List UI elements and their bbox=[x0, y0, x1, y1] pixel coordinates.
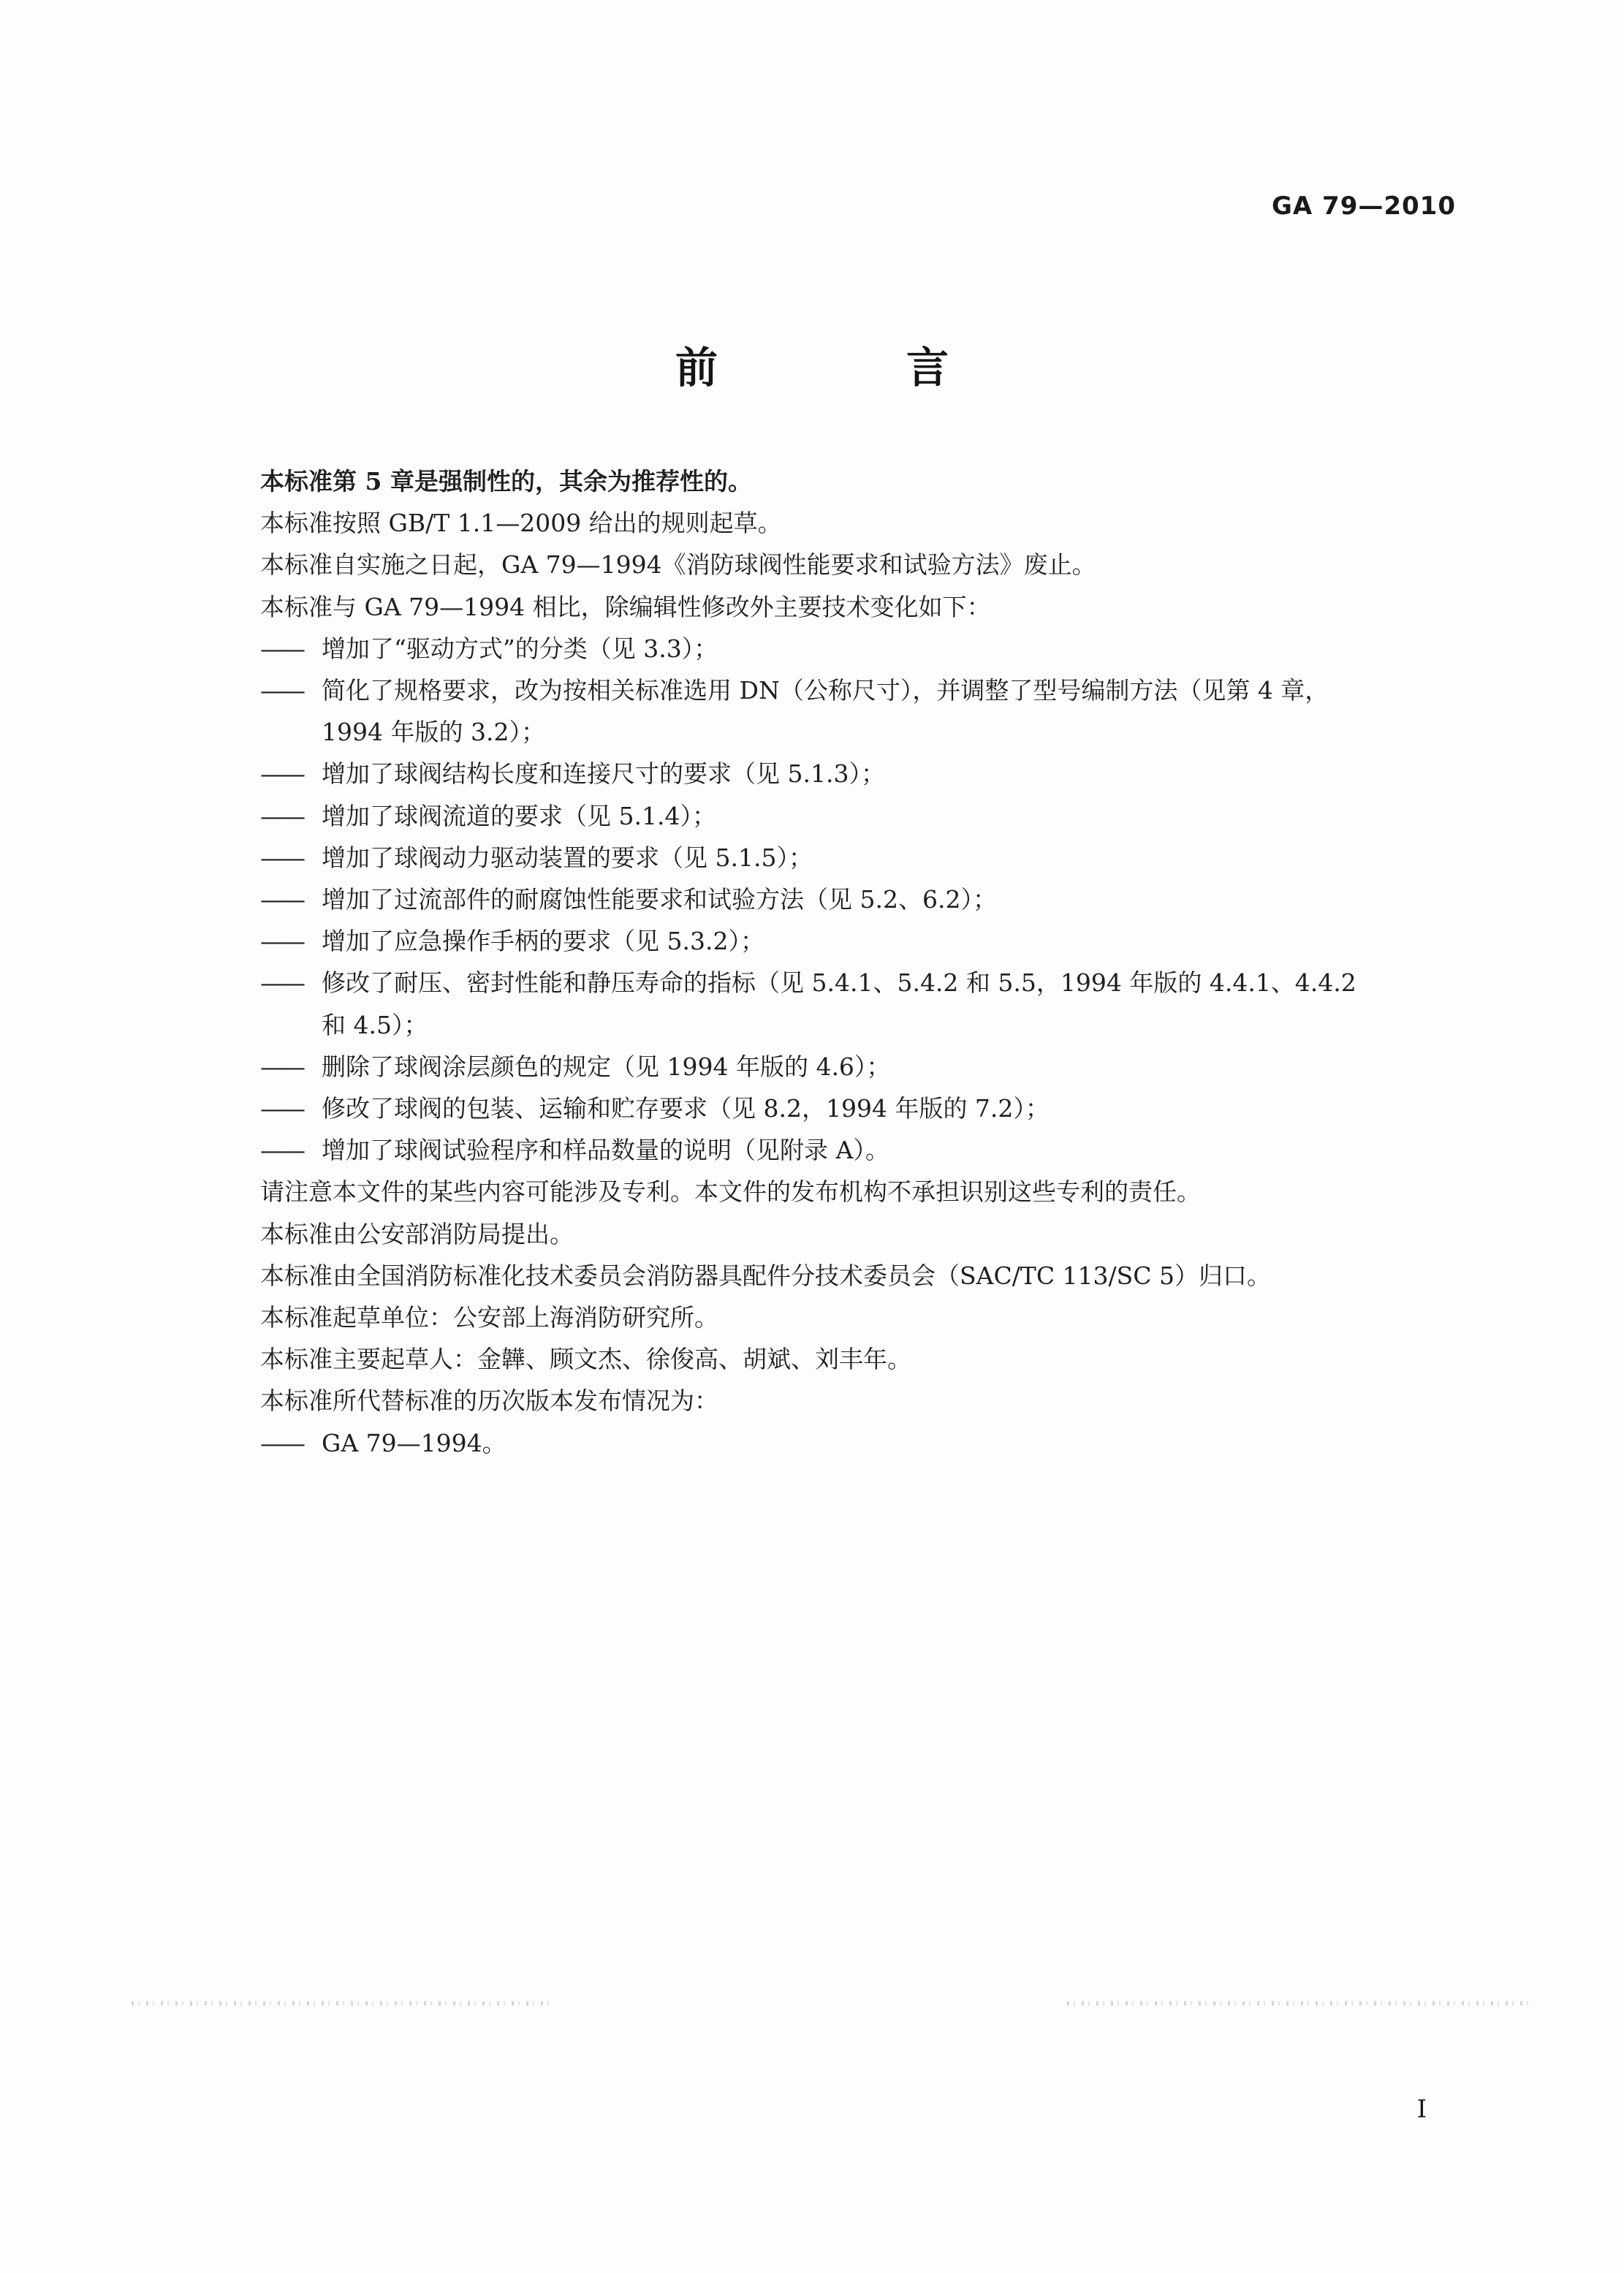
paragraph-proposer: 本标准由公安部消防局提出。 bbox=[260, 1219, 574, 1248]
list-item bbox=[194, 962, 1466, 1003]
list-item bbox=[194, 753, 1466, 794]
dash-mark: —— bbox=[260, 1052, 303, 1081]
list-item bbox=[194, 1088, 1466, 1129]
dash-mark: —— bbox=[260, 927, 303, 956]
paragraph-supersedes: 本标准自实施之日起，GA 79—1994《消防球阀性能要求和试验方法》废止。 bbox=[260, 550, 1096, 580]
list-item-text: 删除了球阀涂层颜色的规定（见 1994 年版的 4.6）； bbox=[322, 1052, 891, 1081]
list-item-text: 增加了过流部件的耐腐蚀性能要求和试验方法（见 5.2、6.2）； bbox=[322, 885, 997, 914]
list-item bbox=[194, 795, 1466, 837]
list-item-text: 增加了球阀动力驱动装置的要求（见 5.1.5）； bbox=[322, 843, 813, 872]
dash-mark: —— bbox=[260, 759, 303, 789]
list-item bbox=[194, 1129, 1466, 1171]
scan-noise bbox=[1067, 2001, 1535, 2006]
list-item-text: 增加了应急操作手柄的要求（见 5.3.2）； bbox=[322, 927, 764, 956]
dash-mark: —— bbox=[260, 1094, 303, 1123]
page-number: I bbox=[1416, 2095, 1427, 2124]
paragraph-drafters: 本标准主要起草人：金韡、顾文杰、徐俊高、胡斌、刘丰年。 bbox=[260, 1345, 911, 1374]
dash-mark: —— bbox=[260, 676, 303, 705]
dash-mark: —— bbox=[260, 843, 303, 872]
list-item-text: 增加了“驱动方式”的分类（见 3.3）； bbox=[322, 634, 718, 663]
changes-list bbox=[194, 628, 1466, 1172]
list-item bbox=[194, 837, 1466, 879]
list-item-text: 修改了耐压、密封性能和静压寿命的指标（见 5.4.1、5.4.2 和 5.5，1994 年版的 4.4.1、4.4.2 bbox=[322, 968, 1357, 998]
list-item-continuation: 和 4.5）； bbox=[322, 1010, 428, 1039]
list-item bbox=[194, 669, 1466, 711]
list-item bbox=[194, 879, 1466, 920]
dash-mark: —— bbox=[260, 968, 303, 998]
list-item-text: 修改了球阀的包装、运输和贮存要求（见 8.2，1994 年版的 7.2）； bbox=[322, 1094, 1050, 1123]
dash-mark: —— bbox=[260, 801, 303, 830]
paragraph-mandatory-note: 本标准第 5 章是强制性的，其余为推荐性的。 bbox=[260, 467, 752, 496]
list-item bbox=[194, 920, 1466, 962]
dash-mark: —— bbox=[260, 885, 303, 914]
standard-number: GA 79—2010 bbox=[1271, 191, 1456, 221]
dash-mark: —— bbox=[260, 634, 303, 663]
list-item-text: 增加了球阀结构长度和连接尺寸的要求（见 5.1.3）； bbox=[322, 759, 885, 789]
list-item-text: 增加了球阀试验程序和样品数量的说明（见附录 A）。 bbox=[322, 1136, 889, 1165]
paragraph-drafting-rules: 本标准按照 GB/T 1.1—2009 给出的规则起草。 bbox=[260, 509, 782, 538]
history-item-text: GA 79—1994。 bbox=[322, 1428, 506, 1457]
paragraph-changes-intro: 本标准与 GA 79—1994 相比，除编辑性修改外主要技术变化如下： bbox=[260, 592, 991, 621]
list-item bbox=[194, 628, 1466, 669]
paragraph-technical-committee: 本标准由全国消防标准化技术委员会消防器具配件分技术委员会（SAC/TC 113/SC 5）归口。 bbox=[260, 1261, 1272, 1290]
dash-mark: —— bbox=[260, 1428, 303, 1457]
scan-noise bbox=[132, 2001, 555, 2006]
list-item bbox=[194, 1046, 1466, 1088]
foreword-body bbox=[194, 460, 1466, 1464]
list-item-continuation: 1994 年版的 3.2）； bbox=[322, 718, 545, 747]
page-title: 前 言 bbox=[675, 343, 1022, 392]
paragraph-patent-notice: 请注意本文件的某些内容可能涉及专利。本文件的发布机构不承担识别这些专利的责任。 bbox=[260, 1177, 1201, 1207]
paragraph-drafting-unit: 本标准起草单位：公安部上海消防研究所。 bbox=[260, 1303, 718, 1332]
list-item-text: 增加了球阀流道的要求（见 5.1.4）； bbox=[322, 801, 716, 830]
dash-mark: —— bbox=[260, 1136, 303, 1165]
paragraph-history-intro: 本标准所代替标准的历次版本发布情况为： bbox=[260, 1386, 718, 1416]
history-item bbox=[194, 1422, 1466, 1464]
list-item-text: 简化了规格要求，改为按相关标准选用 DN（公称尺寸），并调整了型号编制方法（见第 4 章， bbox=[322, 676, 1329, 705]
